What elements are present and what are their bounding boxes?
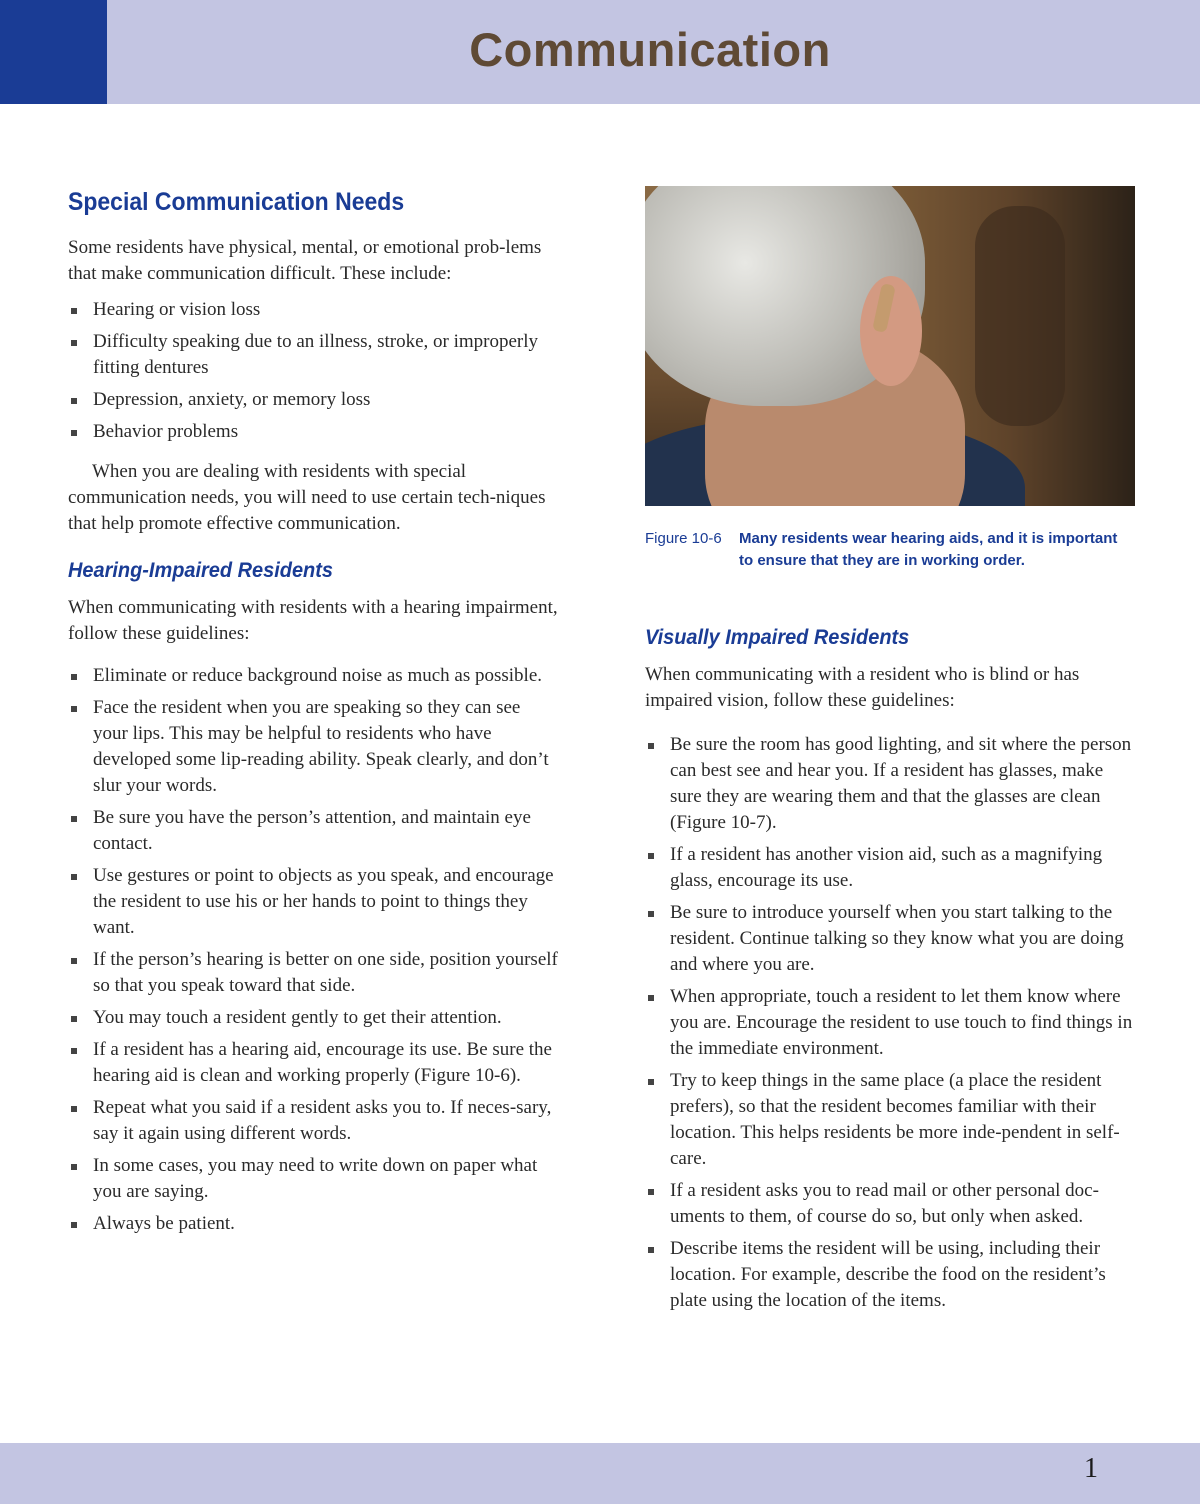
bullet-icon bbox=[71, 1222, 77, 1228]
list-item-text: Difficulty speaking due to an illness, stroke, or improperly fitting dentures bbox=[93, 331, 539, 378]
list-item-text: Eliminate or reduce background noise as much as possible. bbox=[93, 665, 543, 686]
list-item bbox=[645, 984, 1135, 1062]
bullet-icon bbox=[71, 308, 77, 314]
list-item bbox=[645, 1068, 1135, 1172]
list-item-text: Be sure to introduce yourself when you start talking to the resident. Continue talking so they know what you are doing and where you are. bbox=[670, 902, 1124, 975]
list-item-text: Behavior problems bbox=[93, 421, 239, 442]
list-item-text: Try to keep things in the same place (a place the resident prefers), so that the resident becomes familiar with their location. This helps residents be more inde-pendent in self-care. bbox=[670, 1070, 1120, 1169]
bullet-icon bbox=[648, 743, 654, 749]
hearing-heading: Hearing-Impaired Residents bbox=[68, 559, 333, 582]
header-band bbox=[0, 0, 1200, 104]
list-item bbox=[68, 947, 558, 999]
list-item bbox=[68, 663, 558, 689]
list-item bbox=[68, 419, 558, 445]
bullet-icon bbox=[648, 995, 654, 1001]
bullet-icon bbox=[71, 706, 77, 712]
figure-caption-text: Many residents wear hearing aids, and it is important to ensure that they are in working order. bbox=[739, 530, 1118, 569]
bullet-icon bbox=[71, 1106, 77, 1112]
figure-caption bbox=[645, 528, 1135, 572]
list-item-text: If a resident asks you to read mail or other personal doc-uments to them, of course do so, but only when asked. bbox=[670, 1180, 1099, 1227]
list-item bbox=[645, 1178, 1135, 1230]
section-heading: Special Communication Needs bbox=[68, 188, 405, 216]
hearing-intro: When communicating with residents with a hearing impairment, follow these guidelines: bbox=[68, 597, 558, 644]
page-title: Communication bbox=[469, 23, 831, 76]
bullet-icon bbox=[648, 853, 654, 859]
bullet-icon bbox=[71, 816, 77, 822]
list-item-text: Always be patient. bbox=[93, 1213, 235, 1234]
list-item bbox=[645, 900, 1135, 978]
list-item-text: Hearing or vision loss bbox=[93, 299, 261, 320]
list-item bbox=[68, 1005, 558, 1031]
list-item-text: Be sure you have the person’s attention, and maintain eye contact. bbox=[93, 807, 531, 854]
list-item bbox=[68, 1211, 558, 1237]
bullet-icon bbox=[71, 874, 77, 880]
list-item bbox=[68, 297, 558, 323]
list-item-text: Use gestures or point to objects as you speak, and encourage the resident to use his or her hands to point to things they want. bbox=[93, 865, 554, 938]
bullet-icon bbox=[71, 398, 77, 404]
list-item-text: If the person’s hearing is better on one side, position yourself so that you speak toward that side. bbox=[93, 949, 558, 996]
bullet-icon bbox=[71, 1048, 77, 1054]
visual-guidelines-list bbox=[645, 732, 1135, 1314]
list-item bbox=[68, 1095, 558, 1147]
list-item-text: If a resident has a hearing aid, encourage its use. Be sure the hearing aid is clean and working properly (Figure 10-6). bbox=[93, 1039, 552, 1086]
list-item-text: Repeat what you said if a resident asks you to. If neces-sary, say it again using different words. bbox=[93, 1097, 552, 1144]
body-paragraph: When you are dealing with residents with special communication needs, you will need to use certain tech-niques that help promote effective communication. bbox=[68, 461, 546, 534]
intro-paragraph: Some residents have physical, mental, or emotional prob-lems that make communication difficult. These include: bbox=[68, 237, 542, 284]
page-number: 1 bbox=[1084, 1453, 1098, 1484]
photo-blurred-figure bbox=[975, 206, 1065, 426]
needs-list bbox=[68, 297, 558, 445]
bullet-icon bbox=[71, 1016, 77, 1022]
bullet-icon bbox=[648, 1189, 654, 1195]
list-item-text: If a resident has another vision aid, such as a magnifying glass, encourage its use. bbox=[670, 844, 1103, 891]
list-item bbox=[68, 863, 558, 941]
figure-label: Figure 10-6 bbox=[645, 530, 722, 547]
list-item bbox=[68, 805, 558, 857]
bullet-icon bbox=[71, 340, 77, 346]
left-column bbox=[68, 188, 558, 1243]
list-item bbox=[68, 387, 558, 413]
footer-band bbox=[0, 1443, 1200, 1504]
bullet-icon bbox=[71, 1164, 77, 1170]
bullet-icon bbox=[648, 1079, 654, 1085]
list-item bbox=[645, 732, 1135, 836]
bullet-icon bbox=[71, 958, 77, 964]
hearing-aid-photo bbox=[645, 186, 1135, 506]
bullet-icon bbox=[648, 911, 654, 917]
bullet-icon bbox=[71, 430, 77, 436]
list-item bbox=[68, 1037, 558, 1089]
list-item-text: You may touch a resident gently to get their attention. bbox=[93, 1007, 502, 1028]
list-item bbox=[68, 1153, 558, 1205]
list-item-text: In some cases, you may need to write down on paper what you are saying. bbox=[93, 1155, 538, 1202]
bullet-icon bbox=[648, 1247, 654, 1253]
list-item bbox=[68, 695, 558, 799]
bullet-icon bbox=[71, 674, 77, 680]
hearing-guidelines-list bbox=[68, 663, 558, 1237]
list-item-text: Depression, anxiety, or memory loss bbox=[93, 389, 371, 410]
list-item bbox=[68, 329, 558, 381]
visual-intro: When communicating with a resident who is blind or has impaired vision, follow these guidelines: bbox=[645, 664, 1080, 711]
list-item-text: Face the resident when you are speaking so they can see your lips. This may be helpful to residents who have developed some lip-reading ability. Speak clearly, and don’t slur your words. bbox=[93, 697, 549, 796]
list-item-text: Describe items the resident will be using, including their location. For example, describe the food on the resident’s plate using the location of the items. bbox=[670, 1238, 1106, 1311]
list-item bbox=[645, 842, 1135, 894]
list-item-text: When appropriate, touch a resident to let them know where you are. Encourage the resident to use touch to find things in the immediate environment. bbox=[670, 986, 1133, 1059]
right-column bbox=[645, 186, 1135, 1320]
list-item-text: Be sure the room has good lighting, and sit where the person can best see and hear you. If a resident has glasses, make sure they are wearing them and that the glasses are clean (Figure 10-7). bbox=[670, 734, 1132, 833]
list-item bbox=[645, 1236, 1135, 1314]
visual-heading: Visually Impaired Residents bbox=[645, 626, 910, 649]
